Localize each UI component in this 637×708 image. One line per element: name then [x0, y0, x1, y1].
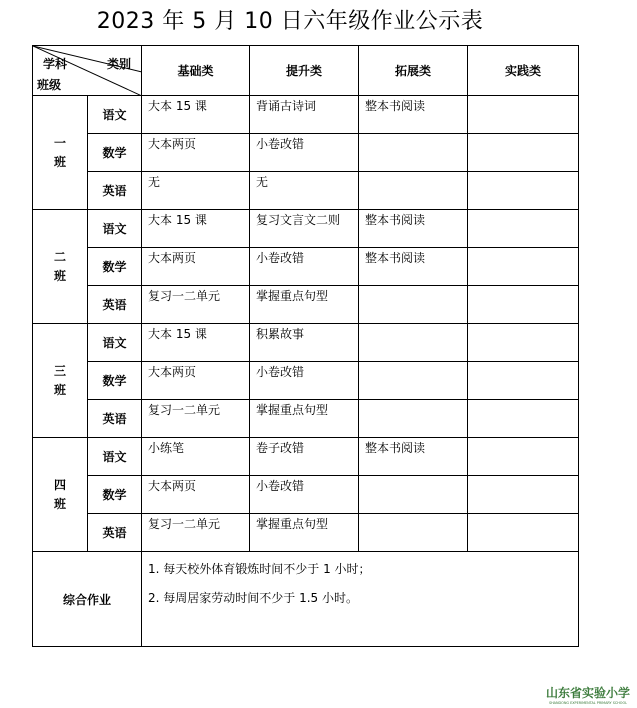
class-name-cell: [33, 210, 88, 324]
task-cell: 复习一二单元: [142, 400, 250, 438]
task-cell: 整本书阅读: [359, 210, 468, 248]
subject-cell: 英语: [88, 286, 142, 324]
column-header-practice: 实践类: [468, 46, 579, 96]
subject-cell: 语文: [88, 438, 142, 476]
task-cell: 无: [142, 172, 250, 210]
task-cell: 背诵古诗词: [250, 96, 359, 134]
task-cell: 无: [250, 172, 359, 210]
task-cell: [468, 514, 579, 552]
class-name-char: 班: [53, 382, 66, 397]
table-row: [33, 476, 579, 514]
subject-cell: 语文: [88, 96, 142, 134]
homework-table: [32, 45, 579, 647]
summary-label: 综合作业: [33, 552, 142, 647]
subject-cell: 语文: [88, 324, 142, 362]
task-cell: 掌握重点句型: [250, 514, 359, 552]
task-cell: 整本书阅读: [359, 96, 468, 134]
subject-axis-label: 学科: [43, 57, 68, 71]
subject-cell: 英语: [88, 514, 142, 552]
task-cell: [359, 324, 468, 362]
class-name-char: 二: [53, 249, 66, 264]
subject-cell: 数学: [88, 362, 142, 400]
task-cell: [468, 96, 579, 134]
table-row: [33, 514, 579, 552]
class-name-cell: [33, 438, 88, 552]
task-cell: 大本两页: [142, 362, 250, 400]
task-cell: 小卷改错: [250, 476, 359, 514]
subject-cell: 数学: [88, 134, 142, 172]
subject-cell: 语文: [88, 210, 142, 248]
subject-cell: 数学: [88, 248, 142, 286]
task-cell: [468, 476, 579, 514]
summary-row: [33, 552, 579, 647]
task-cell: [468, 248, 579, 286]
task-cell: [359, 514, 468, 552]
summary-item: 2. 每周居家劳动时间不少于 1.5 小时。: [148, 591, 358, 605]
task-cell: 小练笔: [142, 438, 250, 476]
logo-name-text: 山东省实验小学: [545, 686, 631, 700]
task-cell: 复习一二单元: [142, 286, 250, 324]
subject-cell: 英语: [88, 400, 142, 438]
class-name-char: 一: [53, 135, 66, 150]
task-cell: 大本两页: [142, 134, 250, 172]
diagonal-header-cell: [33, 46, 142, 96]
column-header-advanced: 提升类: [250, 46, 359, 96]
task-cell: [468, 286, 579, 324]
task-cell: 积累故事: [250, 324, 359, 362]
subject-cell: 数学: [88, 476, 142, 514]
task-cell: [468, 172, 579, 210]
class-name-cell: [33, 324, 88, 438]
column-header-extended: 拓展类: [359, 46, 468, 96]
page-title: 2023 年 5 月 10 日六年级作业公示表: [96, 9, 484, 34]
class-name-char: 三: [53, 363, 66, 378]
task-cell: [359, 400, 468, 438]
task-cell: 小卷改错: [250, 248, 359, 286]
table-row: [33, 210, 579, 248]
task-cell: 掌握重点句型: [250, 286, 359, 324]
logo-subtitle-text: SHANDONG EXPERIMENTAL PRIMARY SCHOOL: [548, 701, 628, 705]
summary-item: 1. 每天校外体育锻炼时间不少于 1 小时；: [148, 562, 371, 576]
task-cell: 大本 15 课: [142, 96, 250, 134]
task-cell: [359, 286, 468, 324]
column-header-basic: 基础类: [142, 46, 250, 96]
table-row: [33, 438, 579, 476]
task-cell: [359, 172, 468, 210]
class-name-char: 班: [53, 154, 66, 169]
table-row: [33, 96, 579, 134]
class-axis-label: 班级: [37, 78, 62, 92]
summary-body: [142, 552, 579, 647]
school-logo: [542, 684, 634, 706]
table-row: [33, 248, 579, 286]
task-cell: 小卷改错: [250, 134, 359, 172]
task-cell: 整本书阅读: [359, 438, 468, 476]
task-cell: [468, 400, 579, 438]
table-row: [33, 400, 579, 438]
task-cell: 大本 15 课: [142, 210, 250, 248]
table-row: [33, 172, 579, 210]
task-cell: [468, 210, 579, 248]
task-cell: 复习文言文二则: [250, 210, 359, 248]
table-row: [33, 362, 579, 400]
class-name-char: 四: [53, 477, 66, 492]
task-cell: 复习一二单元: [142, 514, 250, 552]
task-cell: [468, 438, 579, 476]
task-cell: [359, 134, 468, 172]
header-row: [33, 46, 579, 96]
class-name-char: 班: [53, 268, 66, 283]
task-cell: [468, 134, 579, 172]
task-cell: 卷子改错: [250, 438, 359, 476]
table-row: [33, 324, 579, 362]
class-name-char: 班: [53, 496, 66, 511]
task-cell: 整本书阅读: [359, 248, 468, 286]
task-cell: [359, 362, 468, 400]
task-cell: 大本两页: [142, 476, 250, 514]
category-axis-label: 类别: [106, 57, 131, 71]
subject-cell: 英语: [88, 172, 142, 210]
table-row: [33, 286, 579, 324]
task-cell: [468, 362, 579, 400]
task-cell: [359, 476, 468, 514]
task-cell: [468, 324, 579, 362]
task-cell: 大本 15 课: [142, 324, 250, 362]
class-name-cell: [33, 96, 88, 210]
task-cell: 掌握重点句型: [250, 400, 359, 438]
table-row: [33, 134, 579, 172]
task-cell: 小卷改错: [250, 362, 359, 400]
task-cell: 大本两页: [142, 248, 250, 286]
